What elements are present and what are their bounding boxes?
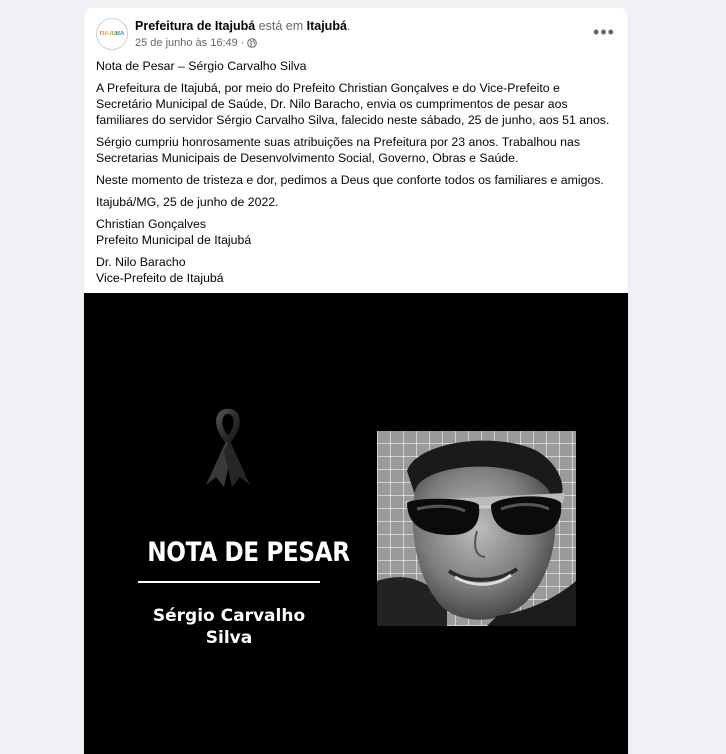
deceased-name (140, 605, 318, 649)
post-card (84, 8, 628, 754)
portrait-figure (377, 431, 576, 626)
timestamp-link[interactable]: 25 de junho às 16:49 (135, 37, 238, 49)
post-paragraph-title: Nota de Pesar – Sérgio Carvalho Silva (96, 59, 307, 73)
signature-name: Christian Gonçalves (96, 217, 207, 231)
post-paragraph: A Prefeitura de Itajubá, por meio do Prefeito Christian Gonçalves e do Vice-Prefeito e Secretário Municipal de Saúde, Dr. Nilo Baracho, envia os cumprimentos de pesar aos familiares do servidor Sérgio Carvalho Silva, falecido neste sábado, 25 de junho, aos 51 anos. (96, 81, 610, 127)
nota-title: NOTA DE PESAR (147, 537, 350, 568)
signature-name: Dr. Nilo Baracho (96, 255, 186, 269)
avatar-logo: ITAJUBÁ (99, 31, 125, 37)
deceased-name-line2: Silva (205, 628, 253, 648)
location-prefix: está em (258, 19, 304, 33)
signature-role: Prefeito Municipal de Itajubá (96, 233, 252, 247)
signature-role: Vice-Prefeito de Itajubá (96, 271, 224, 285)
nota-divider (138, 581, 320, 583)
portrait-photo (377, 431, 576, 626)
globe-icon (247, 38, 257, 48)
location-suffix: . (346, 19, 351, 33)
meta-separator: · (240, 37, 245, 49)
post-header (84, 8, 628, 58)
post-meta (135, 37, 257, 49)
page-avatar[interactable] (96, 18, 128, 50)
location-link[interactable]: Itajubá (306, 19, 347, 33)
post-paragraph-date: Itajubá/MG, 25 de junho de 2022. (96, 195, 279, 209)
deceased-name-line1: Sérgio Carvalho (152, 606, 306, 626)
post-image[interactable] (84, 293, 628, 754)
post-text (96, 58, 618, 292)
post-paragraph: Neste momento de tristeza e dor, pedimos a Deus que conforte todos os familiares e amigos. (96, 173, 604, 187)
author-name-link[interactable]: Prefeitura de Itajubá (135, 19, 256, 33)
more-options-icon[interactable]: ••• (593, 22, 615, 42)
post-paragraph: Sérgio cumpriu honrosamente suas atribuições na Prefeitura por 23 anos. Trabalhou nas Secretarias Municipais de Desenvolvimento Social, Governo, Obras e Saúde. (96, 135, 580, 165)
signature-block-2 (96, 254, 618, 286)
author-line (135, 19, 350, 33)
mourning-ribbon-icon (202, 405, 254, 489)
signature-block-1 (96, 216, 618, 248)
